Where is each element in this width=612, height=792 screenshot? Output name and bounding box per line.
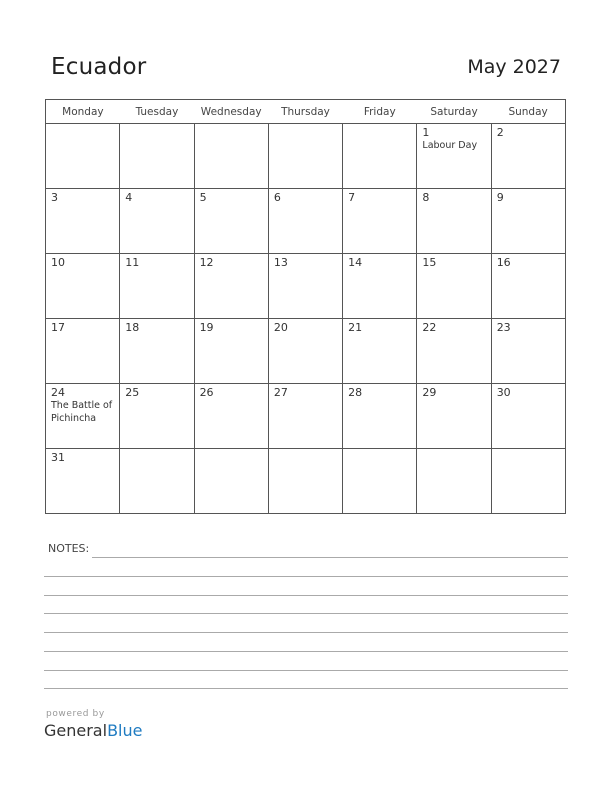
note-line: [44, 576, 568, 577]
weekday-header: Tuesday: [120, 100, 194, 124]
day-number: 11: [125, 256, 140, 269]
note-line: [44, 595, 568, 596]
day-cell: [194, 189, 268, 254]
day-number: 29: [422, 386, 437, 399]
day-number: 31: [51, 451, 65, 464]
brand-logo: [44, 721, 142, 740]
day-cell: [194, 319, 268, 384]
note-line: [92, 557, 568, 558]
note-line: [44, 688, 568, 689]
day-number: 18: [125, 321, 140, 334]
holiday-label: The Battle of Pichincha: [51, 400, 113, 424]
day-cell: [268, 449, 342, 514]
week-row: [46, 124, 566, 189]
day-cell: [491, 384, 565, 449]
day-cell: [417, 319, 491, 384]
day-number: 2: [496, 126, 504, 139]
day-number: 3: [51, 191, 58, 204]
day-number: 15: [422, 256, 437, 269]
day-number: 12: [199, 256, 214, 269]
day-cell: [343, 124, 417, 189]
weekday-header: Thursday: [268, 100, 342, 124]
day-number: 10: [51, 256, 65, 269]
day-cell: [194, 254, 268, 319]
day-number: 7: [348, 191, 356, 204]
weekday-header-row: [46, 100, 566, 124]
day-number: 28: [348, 386, 363, 399]
month-title: May 2027: [467, 56, 561, 78]
weekday-header: Saturday: [417, 100, 491, 124]
note-line: [44, 613, 568, 614]
day-cell: [46, 319, 120, 384]
day-cell: [120, 124, 194, 189]
day-number: 27: [273, 386, 288, 399]
day-cell: [491, 124, 565, 189]
day-cell: [120, 449, 194, 514]
day-cell: [491, 254, 565, 319]
day-cell: [343, 254, 417, 319]
day-cell: [417, 124, 491, 189]
day-cell: [417, 384, 491, 449]
day-number: 13: [273, 256, 288, 269]
day-number: 8: [422, 191, 430, 204]
day-cell: [268, 384, 342, 449]
note-line: [44, 632, 568, 633]
day-number: 4: [125, 191, 133, 204]
day-number: 20: [273, 321, 288, 334]
day-number: 5: [199, 191, 207, 204]
day-number: 24: [51, 386, 65, 399]
day-cell: [120, 189, 194, 254]
day-cell: [194, 124, 268, 189]
day-cell: [194, 449, 268, 514]
week-row: [46, 384, 566, 449]
day-cell: [417, 449, 491, 514]
day-cell: [417, 189, 491, 254]
day-cell: [343, 384, 417, 449]
day-cell: [46, 384, 120, 449]
day-cell: [343, 319, 417, 384]
note-line: [44, 670, 568, 671]
day-cell: [491, 189, 565, 254]
day-cell: [46, 449, 120, 514]
day-cell: [120, 254, 194, 319]
notes-label: NOTES:: [48, 542, 90, 555]
week-row: [46, 319, 566, 384]
week-row: [46, 189, 566, 254]
day-number: 6: [273, 191, 281, 204]
day-cell: [343, 449, 417, 514]
day-cell: [491, 319, 565, 384]
day-cell: [417, 254, 491, 319]
brand-name-general: General: [44, 721, 108, 740]
calendar-grid: [45, 99, 566, 514]
day-cell: [268, 189, 342, 254]
day-number: 17: [51, 321, 65, 334]
day-cell: [46, 254, 120, 319]
week-row: [46, 254, 566, 319]
day-number: 26: [199, 386, 214, 399]
weekday-header: Wednesday: [194, 100, 268, 124]
day-number: 25: [125, 386, 140, 399]
day-cell: [343, 189, 417, 254]
day-cell: [268, 319, 342, 384]
day-number: 23: [496, 321, 511, 334]
day-cell: [194, 384, 268, 449]
holiday-label: Labour Day: [422, 140, 478, 151]
week-row: [46, 449, 566, 514]
day-cell: [120, 319, 194, 384]
note-line: [44, 651, 568, 652]
weekday-header: Sunday: [491, 100, 565, 124]
day-cell: [268, 124, 342, 189]
powered-by-text: powered by: [46, 709, 105, 719]
day-number: 21: [348, 321, 363, 334]
day-cell: [268, 254, 342, 319]
day-cell: [491, 449, 565, 514]
day-cell: [46, 124, 120, 189]
day-number: 14: [348, 256, 363, 269]
brand-name-blue: Blue: [107, 721, 143, 740]
weekday-header: Friday: [343, 100, 417, 124]
day-cell: [46, 189, 120, 254]
country-title: Ecuador: [51, 54, 147, 80]
day-number: 9: [496, 191, 504, 204]
day-number: 1: [422, 126, 430, 139]
day-number: 30: [496, 386, 511, 399]
day-number: 22: [422, 321, 437, 334]
day-number: 19: [199, 321, 214, 334]
day-cell: [120, 384, 194, 449]
day-number: 16: [496, 256, 511, 269]
weekday-header: Monday: [46, 100, 120, 124]
